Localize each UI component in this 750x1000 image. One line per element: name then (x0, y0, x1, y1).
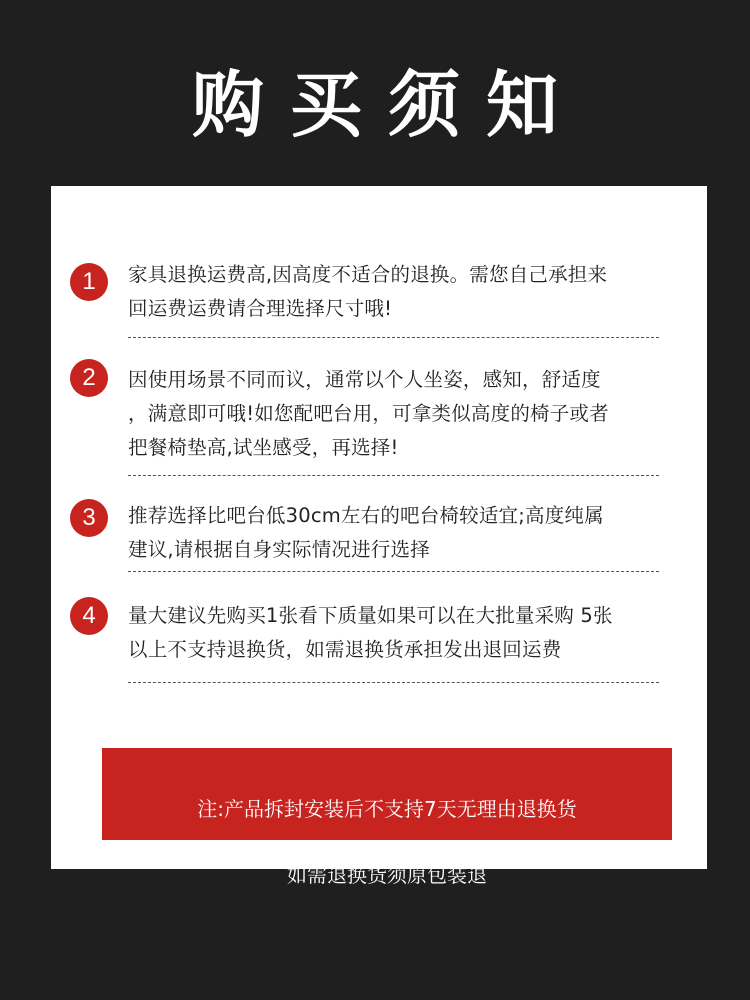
dashed-divider (128, 571, 659, 572)
item-number-badge: 3 (70, 499, 108, 537)
item-text: 因使用场景不同而议，通常以个人坐姿，感知，舒适度 ，满意即可哦!如您配吧台用，可拿类似高度的椅子或者 把餐椅垫高,试坐感受，再选择! (128, 368, 609, 459)
notice-line-2: 如需退换货须原包装退 (287, 863, 487, 887)
notice-banner (102, 748, 672, 887)
item-number-badge: 4 (70, 597, 108, 635)
notice-card (51, 186, 707, 887)
item-number-badge: 2 (70, 359, 108, 397)
item-text: 量大建议先购买1张看下质量如果可以在大批量采购 5张 以上不支持退换货，如需退换货承担发出退回运费 (128, 604, 613, 661)
page-title: 购买须知 (191, 63, 584, 147)
notice-line-1: 注:产品拆封安装后不支持7天无理由退换货 (197, 797, 577, 821)
item-number-badge: 1 (70, 263, 108, 301)
dashed-divider (128, 475, 659, 476)
dashed-divider (128, 337, 659, 338)
item-text: 推荐选择比吧台低30cm左右的吧台椅较适宜;高度纯属 建议,请根据自身实际情况进行选择 (128, 504, 604, 561)
item-text: 家具退换运费高,因高度不适合的退换。需您自己承担来 回运费运费请合理选择尺寸哦! (128, 263, 608, 320)
dashed-divider (128, 682, 659, 683)
